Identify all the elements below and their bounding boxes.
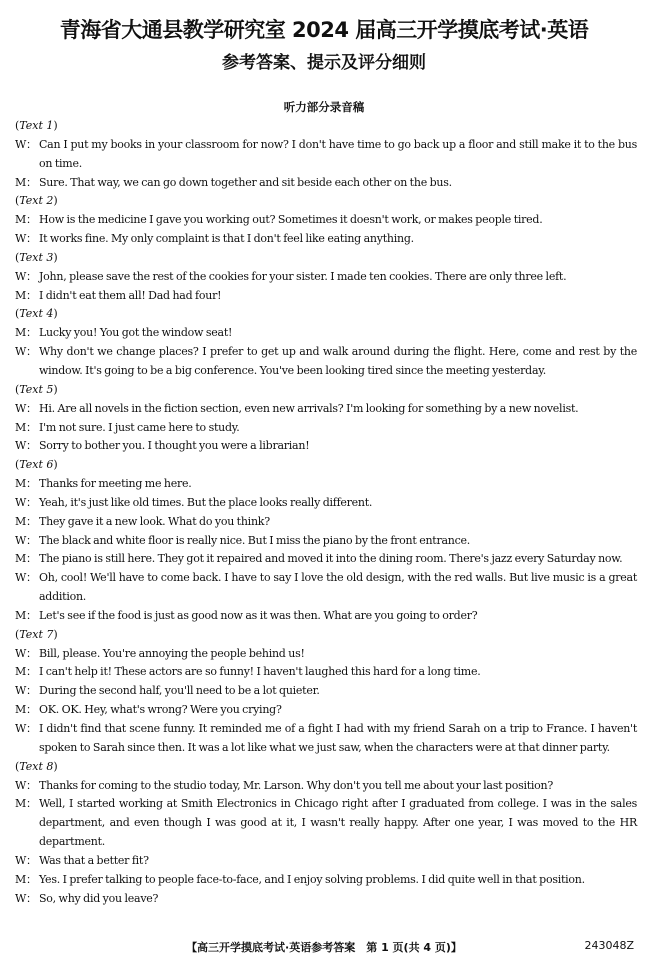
dialogue-line <box>15 230 637 249</box>
dialogue-text: I didn't eat them all! Dad had four! <box>39 288 222 302</box>
dialogue-line <box>15 795 637 852</box>
dialogue-line <box>15 871 637 890</box>
dialogue-line <box>15 890 637 909</box>
speaker-label: W： <box>15 722 37 735</box>
dialogue-line <box>15 494 637 513</box>
speaker-label: M： <box>15 872 37 886</box>
text-label: (Text 4) <box>15 307 58 321</box>
speaker-label: M： <box>15 514 37 528</box>
speaker-label: W： <box>15 571 37 585</box>
speaker-label: W： <box>15 439 37 453</box>
speaker-label: M： <box>15 326 37 340</box>
dialogue-text: During the second half, you'll need to be a lot quieter. <box>39 684 320 698</box>
text-label-value: Text 6 <box>19 458 54 472</box>
speaker-label: W： <box>15 646 37 660</box>
section-heading: 听力部分录音稿 <box>283 100 365 114</box>
speaker-label: W： <box>15 269 37 283</box>
dialogue-line <box>15 475 637 494</box>
dialogue-text: Thanks for meeting me here. <box>39 477 192 491</box>
dialogue-text: Can I put my books in your classroom for now? I don't have time to go back up a floor and still make it to the bus on time. <box>39 137 637 170</box>
dialogue-line <box>15 607 637 626</box>
dialogue-line <box>15 720 637 758</box>
dialogue-text: How is the medicine I gave you working out? Sometimes it doesn't work, or makes people tired. <box>39 213 543 227</box>
dialogue-line <box>15 174 637 193</box>
dialogue-text: Yes. I prefer talking to people face-to-face, and I enjoy solving problems. I did quite well in that position. <box>39 872 585 886</box>
dialogue-text: It works fine. My only complaint is that I don't feel like eating anything. <box>39 232 414 246</box>
dialogue-text: Yeah, it's just like old times. But the place looks really different. <box>39 495 373 509</box>
text-label-value: Text 3 <box>19 250 54 264</box>
text-label: (Text 1) <box>15 119 58 132</box>
dialogue-text: OK. OK. Hey, what's wrong? Were you crying? <box>39 703 282 717</box>
dialogue-line <box>15 701 637 720</box>
dialogue-text: Sure. That way, we can go down together and sit beside each other on the bus. <box>39 175 452 189</box>
speaker-label: M： <box>15 665 37 679</box>
dialogue-line <box>15 569 637 607</box>
listening-transcript <box>15 117 637 908</box>
text-label: (Text 3) <box>15 250 58 264</box>
dialogue-line <box>15 437 637 456</box>
text-label: (Text 5) <box>15 382 58 396</box>
dialogue-text: John, please save the rest of the cookies for your sister. I made ten cookies. There are only three left. <box>39 269 567 283</box>
dialogue-line <box>15 550 637 569</box>
document-subtitle: 参考答案、提示及评分细则 <box>222 53 426 73</box>
speaker-label: M： <box>15 288 37 302</box>
speaker-label: M： <box>15 175 37 189</box>
text-label-value: Text 5 <box>19 382 54 396</box>
speaker-label: W： <box>15 495 37 509</box>
dialogue-line <box>15 211 637 230</box>
dialogue-text: Was that a better fit? <box>39 853 149 867</box>
text-label: (Text 6) <box>15 458 58 472</box>
speaker-label: W： <box>15 778 37 792</box>
text-label: (Text 2) <box>15 194 58 208</box>
dialogue-text: So, why did you leave? <box>39 891 159 905</box>
dialogue-line <box>15 852 637 871</box>
speaker-label: M： <box>15 797 37 811</box>
text-label-value: Text 1 <box>19 119 54 132</box>
speaker-label: W： <box>15 232 37 246</box>
text-label-value: Text 8 <box>19 759 54 773</box>
speaker-label: W： <box>15 137 37 151</box>
dialogue-text: Let's see if the food is just as good now as it was then. What are you going to order? <box>39 608 478 622</box>
text-label: (Text 8) <box>15 759 58 773</box>
dialogue-text: The black and white floor is really nice. But I miss the piano by the front entrance. <box>39 533 471 547</box>
dialogue-line <box>15 287 637 306</box>
dialogue-line <box>15 343 637 381</box>
dialogue-line <box>15 777 637 796</box>
text-label-value: Text 7 <box>19 627 54 641</box>
dialogue-text: Well, I started working at Smith Electronics in Chicago right after I graduated from college. I was in the sales department, and even though I was good at it, I wasn't really happy. After one year, I was moved to the HR department. <box>39 797 637 849</box>
speaker-label: M： <box>15 213 37 227</box>
dialogue-line <box>15 663 637 682</box>
dialogue-text: They gave it a new look. What do you think? <box>39 514 270 528</box>
text-label-value: Text 2 <box>19 194 54 208</box>
speaker-label: M： <box>15 552 37 566</box>
dialogue-line <box>15 532 637 551</box>
dialogue-line <box>15 400 637 419</box>
dialogue-line <box>15 136 637 174</box>
speaker-label: M： <box>15 703 37 717</box>
dialogue-line <box>15 419 637 438</box>
dialogue-text: I can't help it! These actors are so funny! I haven't laughed this hard for a long time. <box>39 665 481 679</box>
dialogue-line <box>15 268 637 287</box>
speaker-label: W： <box>15 891 37 905</box>
dialogue-text: Lucky you! You got the window seat! <box>39 326 233 340</box>
speaker-label: M： <box>15 477 37 491</box>
dialogue-text: Sorry to bother you. I thought you were a librarian! <box>39 439 310 453</box>
speaker-label: W： <box>15 533 37 547</box>
text-label: (Text 7) <box>15 627 58 641</box>
dialogue-text: The piano is still here. They got it repaired and moved it into the dining room. There's jazz every Saturday now. <box>39 552 623 566</box>
dialogue-text: Why don't we change places? I prefer to get up and walk around during the flight. Here, come and rest by the window. It's going to be a big conference. You've been looking tired since the meeting yesterday. <box>39 345 637 377</box>
dialogue-text: I didn't find that scene funny. It reminded me of a fight I had with my friend Sarah on a trip to France. I haven't spoken to Sarah since then. It was a lot like what we just saw, when the characters were at that dinner party. <box>39 722 637 754</box>
text-label-value: Text 4 <box>19 307 54 321</box>
document-title: 青海省大通县教学研究室 2024 届高三开学摸底考试·英语 <box>59 18 589 42</box>
dialogue-line <box>15 513 637 532</box>
footer-page-info: 【高三开学摸底考试·英语参考答案 第 1 页(共 4 页)】 <box>186 941 462 954</box>
dialogue-text: I'm not sure. I just came here to study. <box>39 420 240 434</box>
dialogue-line <box>15 682 637 701</box>
speaker-label: M： <box>15 420 37 434</box>
footer-code: 243048Z <box>584 939 634 952</box>
dialogue-text: Oh, cool! We'll have to come back. I have to say I love the old design, with the red walls. But live music is a great addition. <box>39 571 637 604</box>
dialogue-line <box>15 324 637 343</box>
dialogue-text: Thanks for coming to the studio today, Mr. Larson. Why don't you tell me about your last position? <box>39 778 554 792</box>
dialogue-text: Bill, please. You're annoying the people behind us! <box>39 646 305 660</box>
speaker-label: W： <box>15 684 37 698</box>
dialogue-line <box>15 645 637 664</box>
speaker-label: W： <box>15 345 37 359</box>
dialogue-text: Hi. Are all novels in the fiction section, even new arrivals? I'm looking for something by a new novelist. <box>39 401 579 415</box>
speaker-label: W： <box>15 853 37 867</box>
speaker-label: W： <box>15 401 37 415</box>
speaker-label: M： <box>15 608 37 622</box>
